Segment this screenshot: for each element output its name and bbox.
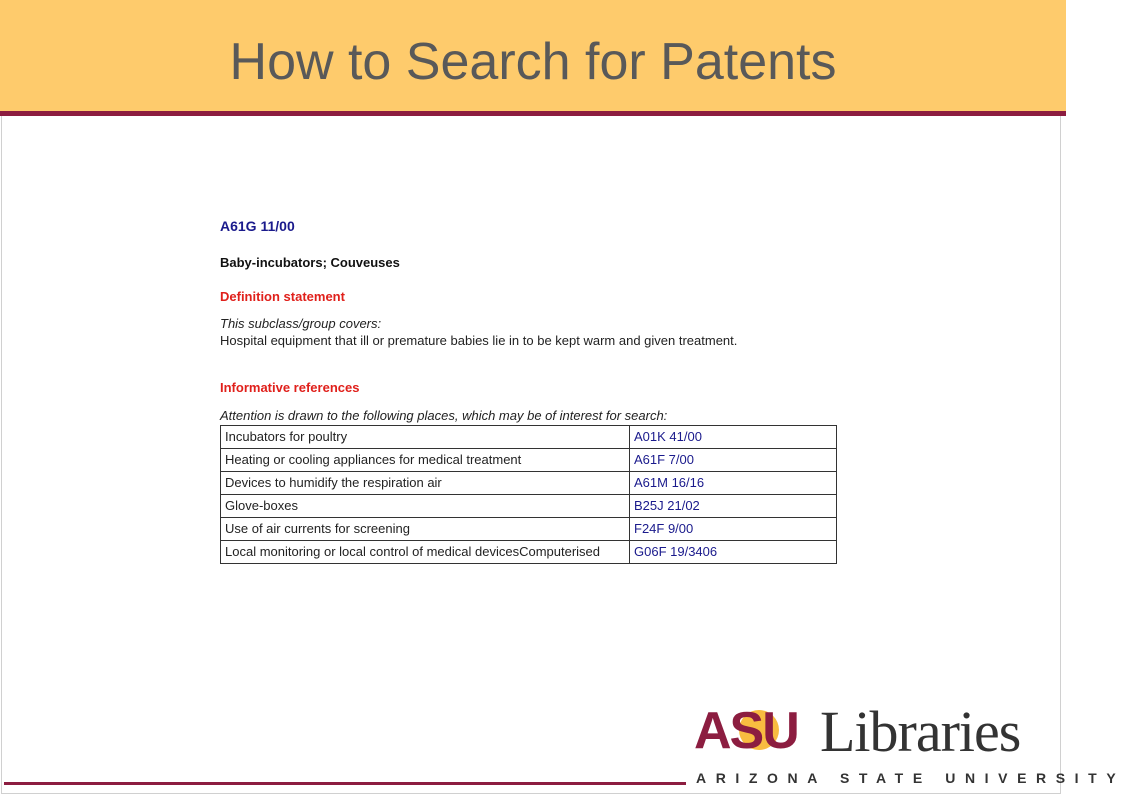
footer-divider: [4, 782, 686, 785]
reference-description: Heating or cooling appliances for medical treatment: [221, 449, 630, 472]
references-heading: Informative references: [220, 380, 360, 395]
table-row: [221, 518, 837, 541]
slide-title: How to Search for Patents: [229, 33, 837, 91]
references-intro: Attention is drawn to the following places, which may be of interest for search:: [220, 408, 668, 423]
table-row: [221, 472, 837, 495]
reference-description: Incubators for poultry: [221, 426, 630, 449]
logo-name: Libraries: [820, 699, 1021, 764]
table-row: [221, 495, 837, 518]
reference-code: B25J 21/02: [630, 495, 837, 518]
reference-description: Local monitoring or local control of medical devicesComputerised: [221, 541, 630, 564]
definition-heading: Definition statement: [220, 289, 345, 304]
reference-code: F24F 9/00: [630, 518, 837, 541]
asu-libraries-logo: [694, 699, 1125, 790]
definition-text: Hospital equipment that ill or premature babies lie in to be kept warm and given treatment.: [220, 333, 738, 348]
reference-code: G06F 19/3406: [630, 541, 837, 564]
table-row: [221, 541, 837, 564]
classification-code: A61G 11/00: [220, 218, 295, 234]
classification-title: Baby-incubators; Couveuses: [220, 255, 400, 270]
reference-code: A61F 7/00: [630, 449, 837, 472]
reference-code: A61M 16/16: [630, 472, 837, 495]
logo-university: ARIZONA STATE UNIVERSITY: [696, 770, 1125, 786]
references-table: [220, 425, 837, 564]
reference-description: Devices to humidify the respiration air: [221, 472, 630, 495]
definition-intro: This subclass/group covers:: [220, 316, 382, 331]
table-row: [221, 426, 837, 449]
table-row: [221, 449, 837, 472]
logo-mark: ASU: [694, 702, 798, 760]
reference-description: Use of air currents for screening: [221, 518, 630, 541]
reference-code: A01K 41/00: [630, 426, 837, 449]
reference-description: Glove-boxes: [221, 495, 630, 518]
